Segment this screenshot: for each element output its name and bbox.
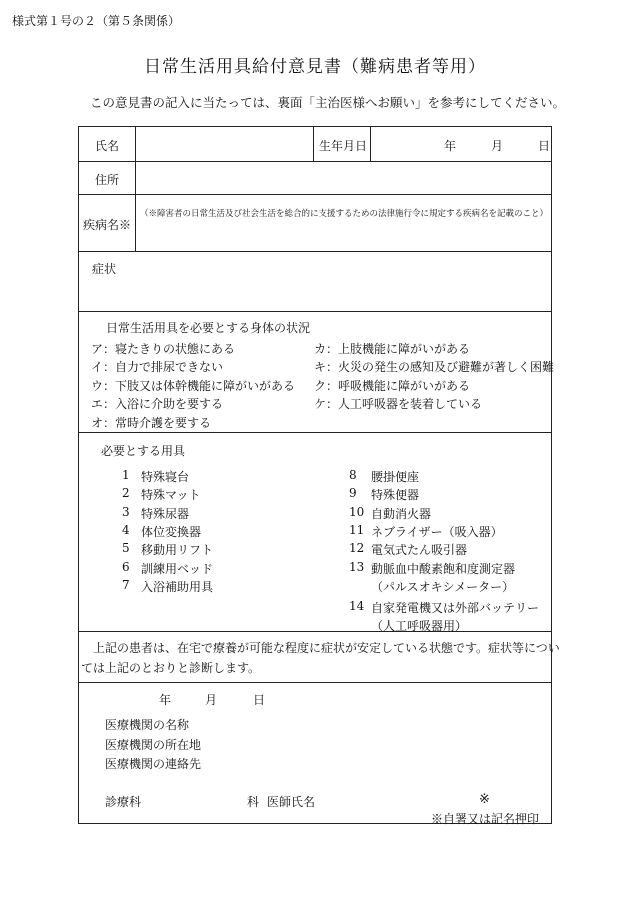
equipment-no: 13 bbox=[349, 560, 365, 574]
equipment-item[interactable]: 特殊寝台 bbox=[141, 470, 190, 484]
name-field[interactable] bbox=[143, 132, 309, 156]
label-column-divider bbox=[135, 127, 136, 251]
row-divider bbox=[79, 631, 551, 632]
sign-day: 日 bbox=[253, 693, 266, 707]
disease-note: （※障害者の日常生活及び社会生活を総合的に支援するための法律施行令に規定する疾病名を記載のこと） bbox=[140, 209, 549, 219]
equipment-no: 14 bbox=[349, 599, 365, 613]
equipment-no: 9 bbox=[349, 486, 357, 500]
diagnosis-line-1: 上記の患者は、在宅で療養が可能な程度に症状が安定している状態です。症状等につい bbox=[93, 641, 560, 655]
doctor-name-label: 医師氏名 bbox=[267, 795, 316, 809]
condition-item[interactable]: キ：火災の発生の感知及び避難が著しく困難 bbox=[314, 360, 555, 374]
equipment-no: 5 bbox=[122, 541, 130, 555]
condition-item[interactable]: ク：呼吸機能に障がいがある bbox=[314, 379, 471, 393]
page-title: 日常生活用具給付意見書（難病患者等用） bbox=[144, 57, 486, 77]
instruction-text: この意見書の記入に当たっては、裏面「主治医様へお願い」を参考にしてください。 bbox=[90, 95, 566, 110]
signature-mark: ※ bbox=[479, 792, 490, 807]
equipment-no: 4 bbox=[122, 523, 130, 537]
sign-month: 月 bbox=[205, 693, 218, 707]
equipment-no: 6 bbox=[122, 560, 130, 574]
equipment-item[interactable]: 自家発電機又は外部バッテリー bbox=[371, 601, 540, 615]
equipment-no: 8 bbox=[349, 468, 357, 482]
institution-address-label: 医療機関の所在地 bbox=[105, 738, 202, 752]
equipment-no: 7 bbox=[122, 578, 130, 592]
equipment-no: 11 bbox=[349, 523, 365, 537]
condition-item[interactable]: オ：常時介護を要する bbox=[91, 416, 212, 430]
row-divider bbox=[79, 432, 551, 433]
equipment-item[interactable]: 訓練用ベッド bbox=[141, 562, 214, 576]
address-field[interactable] bbox=[143, 165, 547, 191]
condition-item[interactable]: ケ：人工呼吸器を装着している bbox=[314, 397, 483, 411]
row-divider bbox=[79, 311, 551, 312]
equipment-item[interactable]: ネブライザー（吸入器） bbox=[371, 525, 503, 539]
symptoms-label: 症状 bbox=[92, 262, 117, 276]
department-ka: 科 bbox=[247, 795, 260, 809]
condition-item[interactable]: ウ：下肢又は体幹機能に障がいがある bbox=[91, 379, 296, 393]
diagnosis-line-2: ては上記のとおりと診断します。 bbox=[81, 661, 261, 675]
equipment-no: 3 bbox=[122, 505, 130, 519]
equipment-no: 12 bbox=[349, 541, 365, 555]
condition-item[interactable]: エ：入浴に介助を要する bbox=[91, 397, 224, 411]
form-table bbox=[78, 126, 560, 826]
equipment-item[interactable]: 特殊マット bbox=[141, 488, 201, 502]
row-divider bbox=[79, 682, 551, 683]
equipment-item[interactable]: 特殊尿器 bbox=[141, 507, 190, 521]
equipment-item[interactable]: 体位変換器 bbox=[141, 525, 202, 539]
dob-field[interactable] bbox=[375, 132, 549, 156]
equipment-item[interactable]: 入浴補助用具 bbox=[141, 580, 214, 594]
equipment-item[interactable]: 移動用リフト bbox=[141, 543, 214, 557]
equipment-no: 2 bbox=[122, 486, 130, 500]
condition-item[interactable]: ア：寝たきりの状態にある bbox=[91, 342, 236, 356]
equipment-item[interactable]: 腰掛便座 bbox=[371, 470, 420, 484]
condition-item[interactable]: イ：自力で排尿できない bbox=[91, 360, 224, 374]
equipment-no: 1 bbox=[122, 468, 130, 482]
equipment-heading: 必要とする用具 bbox=[101, 444, 186, 458]
condition-heading: 日常生活用具を必要とする身体の状況 bbox=[106, 321, 311, 335]
dob-day: 日 bbox=[538, 139, 551, 153]
dob-month: 月 bbox=[491, 139, 504, 153]
row-divider bbox=[79, 251, 551, 252]
dob-year: 年 bbox=[444, 139, 457, 153]
equipment-item[interactable]: 電気式たん吸引器 bbox=[371, 543, 468, 557]
address-label: 住所 bbox=[95, 173, 120, 187]
equipment-item[interactable]: 自動消火器 bbox=[371, 507, 432, 521]
signature-note: ※自署又は記名押印 bbox=[431, 812, 540, 826]
condition-item[interactable]: カ：上肢機能に障がいがある bbox=[314, 342, 471, 356]
dob-divider-left bbox=[313, 127, 314, 161]
dob-divider-right bbox=[370, 127, 371, 161]
dob-label: 生年月日 bbox=[319, 139, 368, 153]
disease-label: 疾病名※ bbox=[83, 218, 132, 232]
equipment-item-sub: （人工呼吸器用） bbox=[371, 619, 468, 633]
equipment-item-sub: （パルスオキシメーター） bbox=[371, 580, 515, 594]
equipment-item[interactable]: 特殊便器 bbox=[371, 488, 420, 502]
symptoms-field[interactable] bbox=[135, 257, 547, 307]
row-divider bbox=[79, 194, 551, 195]
department-label: 診療科 bbox=[105, 795, 142, 809]
name-label: 氏名 bbox=[95, 139, 120, 153]
equipment-no: 10 bbox=[349, 505, 365, 519]
sign-year: 年 bbox=[159, 693, 172, 707]
institution-contact-label: 医療機関の連絡先 bbox=[105, 757, 202, 771]
equipment-item[interactable]: 動脈血中酸素飽和度測定器 bbox=[371, 562, 516, 576]
institution-name-label: 医療機関の名称 bbox=[105, 718, 190, 732]
row-divider bbox=[79, 161, 551, 162]
disease-field[interactable] bbox=[143, 223, 547, 247]
form-number: 様式第１号の２（第５条関係） bbox=[12, 14, 181, 28]
